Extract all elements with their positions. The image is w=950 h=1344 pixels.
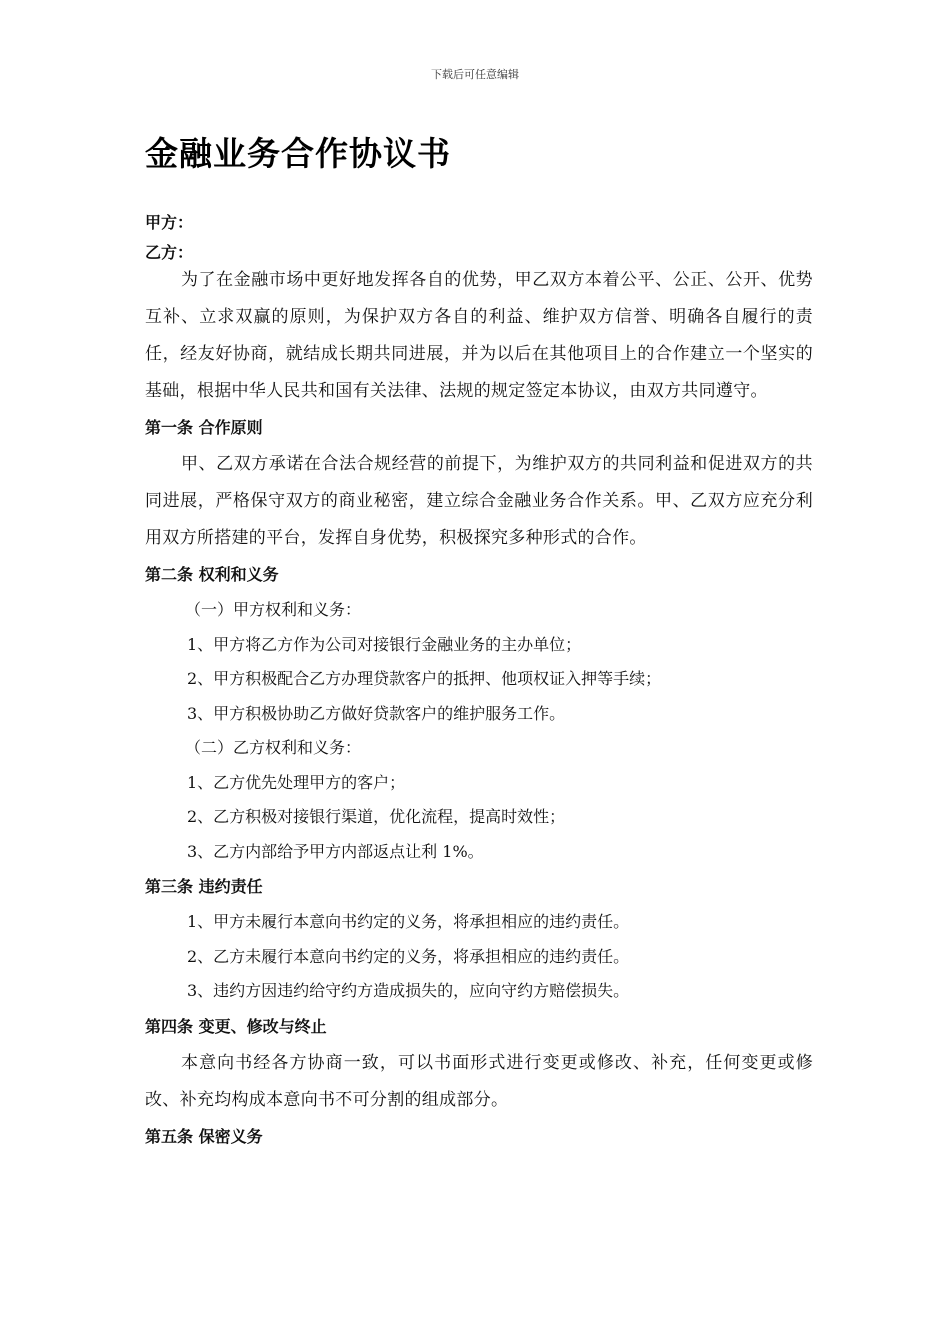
article-2-item-a2: 2、甲方积极配合乙方办理贷款客户的抵押、他项权证入押等手续； [187, 669, 662, 688]
article-3-item-1: 1、甲方未履行本意向书约定的义务，将承担相应的违约责任。 [187, 912, 630, 931]
article-2-item-b2: 2、乙方积极对接银行渠道，优化流程，提高时效性； [187, 807, 566, 826]
intro-paragraph: 为了在金融市场中更好地发挥各自的优势，甲乙双方本着公平、公正、公开、优势互补、立求双赢的原则，为保护双方各自的利益、维护双方信誉、明确各自履行的责任，经友好协商，就结成长期共同进展，并为以后在其他项目上的合作建立一个坚实的基础，根据中华人民共和国有关法律、法规的规定签定本协议，由双方共同遵守。 [145, 270, 813, 401]
article-2-item-a3: 3、甲方积极协助乙方做好贷款客户的维护服务工作。 [187, 703, 566, 723]
article-2-sub-a: （一）甲方权利和义务： [185, 600, 362, 619]
article-4-heading: 第四条 变更、修改与终止 [145, 1016, 327, 1036]
article-2-sub-b: （二）乙方权利和义务： [185, 738, 362, 757]
party-b-label: 乙方： [145, 243, 194, 262]
article-3-heading: 第三条 违约责任 [145, 877, 263, 896]
article-5-heading: 第五条 保密义务 [145, 1126, 263, 1146]
agreement-body [145, 262, 813, 1155]
article-4-text: 本意向书经各方协商一致，可以书面形式进行变更或修改、补充，任何变更或修改、补充均构成本意向书不可分割的组成部分。 [145, 1052, 813, 1110]
article-2-item-b1: 1、乙方优先处理甲方的客户； [187, 772, 406, 792]
article-2-item-a1: 1、甲方将乙方作为公司对接银行金融业务的主办单位； [187, 634, 582, 654]
article-3-item-2: 2、乙方未履行本意向书约定的义务，将承担相应的违约责任。 [187, 946, 630, 966]
article-1-text: 甲、乙双方承诺在合法合规经营的前提下，为维护双方的共同利益和促进双方的共同进展，严格保守双方的商业秘密，建立综合金融业务合作关系。甲、乙双方应充分利用双方所搭建的平台，发挥自身优势，积极探究多种形式的合作。 [145, 454, 813, 548]
header-note: 下载后可任意编辑 [431, 68, 519, 81]
party-a-label: 甲方： [145, 213, 194, 232]
article-2-item-b3: 3、乙方内部给予甲方内部返点让利 1%。 [187, 841, 484, 861]
article-3-item-3: 3、违约方因违约给守约方造成损失的，应向守约方赔偿损失。 [187, 981, 630, 1000]
article-2-heading: 第二条 权利和义务 [145, 565, 279, 584]
document-title: 金融业务合作协议书 [145, 134, 451, 173]
article-1-heading: 第一条 合作原则 [145, 418, 263, 437]
